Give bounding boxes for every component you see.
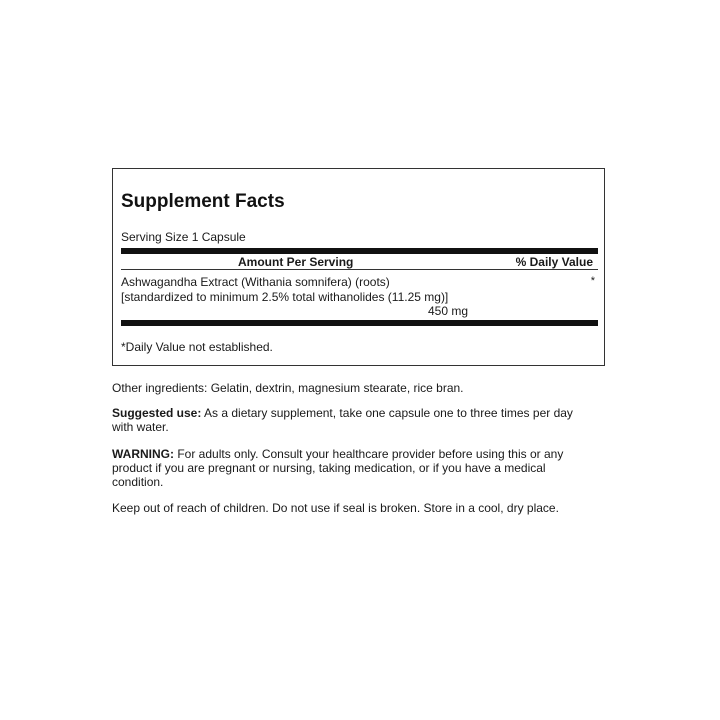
warning-label: WARNING: — [112, 447, 174, 461]
warning — [112, 447, 592, 489]
daily-value-footnote: *Daily Value not established. — [121, 340, 273, 354]
ingredient-name: Ashwagandha Extract (Withania somnifera) (roots) — [121, 275, 390, 289]
ingredient-standardization: [standardized to minimum 2.5% total withanolides (11.25 mg)] — [121, 290, 449, 304]
supplement-facts-title: Supplement Facts — [121, 191, 285, 212]
suggested-use-label: Suggested use: — [112, 406, 202, 420]
ingredient-daily-value: * — [590, 275, 595, 287]
suggested-use — [112, 406, 592, 434]
supplement-facts-panel — [112, 168, 605, 366]
storage-instructions: Keep out of reach of children. Do not use if seal is broken. Store in a cool, dry place. — [112, 501, 559, 515]
amount-per-serving-header: Amount Per Serving — [238, 255, 354, 269]
daily-value-header: % Daily Value — [515, 255, 593, 269]
suggested-use-text: As a dietary supplement, take one capsule one to three times per day with water. — [112, 406, 573, 434]
other-ingredients: Other ingredients: Gelatin, dextrin, magnesium stearate, rice bran. — [112, 381, 464, 395]
thick-divider-bottom — [121, 320, 598, 326]
serving-size: Serving Size 1 Capsule — [121, 230, 246, 244]
warning-text: For adults only. Consult your healthcare provider before using this or any product if you are pregnant or nursing, taking medication, or if you have a medical condition. — [112, 447, 564, 489]
thick-divider-top — [121, 248, 598, 254]
thin-divider — [121, 269, 598, 270]
ingredient-amount: 450 mg — [428, 304, 469, 318]
